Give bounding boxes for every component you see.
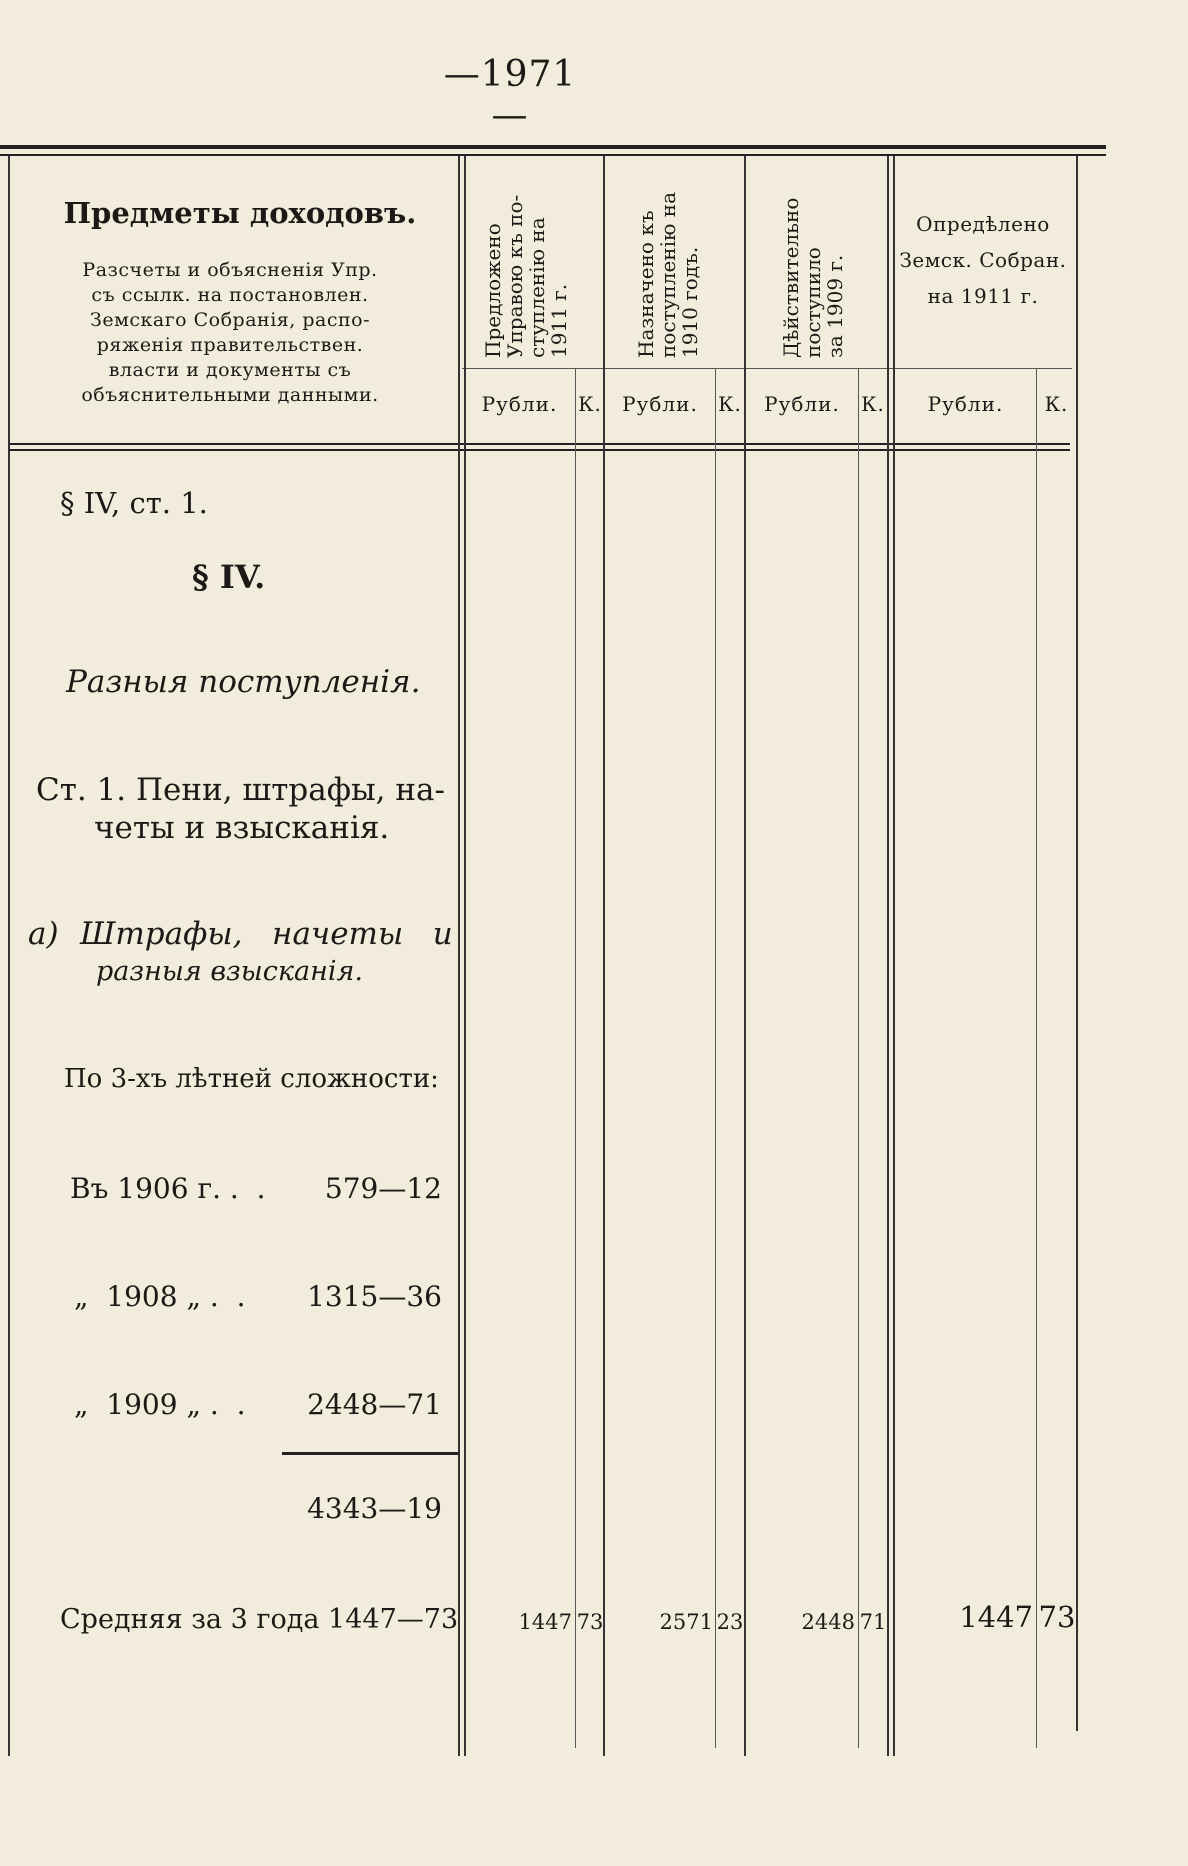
header-desc-line: Земскаго Собранія, распо- xyxy=(89,309,370,331)
header-desc-line: ряженія правительствен. xyxy=(96,334,364,356)
year-label: „ 1909 „ . . xyxy=(74,1388,246,1421)
year-label: Въ 1906 г. . . xyxy=(70,1172,266,1205)
col4-kop-value: 73 xyxy=(1038,1600,1076,1634)
average-label: Средняя за 3 года 1447—73 xyxy=(60,1604,459,1635)
col3-header: Дѣйствительно поступило за 1909 г. xyxy=(779,197,847,358)
item-a-prefix: а) xyxy=(28,916,59,952)
article-line-2: четы и взысканія. xyxy=(94,810,390,846)
header-desc-line: объяснительными данными. xyxy=(81,384,379,406)
article-line-1: Ст. 1. Пени, штрафы, на- xyxy=(36,772,445,808)
header-description xyxy=(70,258,390,408)
top-rule xyxy=(0,145,1106,149)
year-value: 1315—36 xyxy=(307,1280,442,1313)
col3-kop-label: К. xyxy=(861,392,885,416)
header-desc-line: власти и документы съ xyxy=(108,359,352,381)
col2-rubli-value: 2571 xyxy=(659,1610,713,1634)
kop-divider-1 xyxy=(575,368,576,1748)
col1-header: Предложено Управою къ по- ступленію на 1911 г. xyxy=(481,194,571,358)
sum-rule xyxy=(282,1452,458,1455)
col3-kop-value: 71 xyxy=(859,1610,887,1634)
kop-divider-2 xyxy=(715,368,716,1748)
year-value: 579—12 xyxy=(324,1172,442,1205)
col4-kop-label: К. xyxy=(1044,392,1069,416)
col2-header: Назначено къ поступленію на 1910 годъ. xyxy=(634,191,702,358)
header-title: Предметы доходовъ. xyxy=(63,196,417,230)
col2-kop-value: 23 xyxy=(716,1610,744,1634)
section-reference: § IV, ст. 1. xyxy=(60,486,208,520)
kop-divider-3 xyxy=(858,368,859,1748)
right-border xyxy=(1076,156,1078,1731)
kop-divider-4 xyxy=(1036,368,1037,1748)
top-rule-thin xyxy=(0,154,1106,156)
section-title: Разныя поступленія. xyxy=(66,664,421,700)
year-label: „ 1908 „ . . xyxy=(74,1280,246,1313)
col4-rubli-label: Рубли. xyxy=(927,392,1004,416)
three-year-label: По 3-хъ лѣтней сложности: xyxy=(64,1064,439,1094)
col3-rubli-label: Рубли. xyxy=(764,392,840,416)
year-value: 2448—71 xyxy=(307,1388,442,1421)
page-number: —1971— xyxy=(443,54,577,136)
col1-rubli-label: Рубли. xyxy=(481,392,558,416)
total-value: 4343—19 xyxy=(307,1492,442,1525)
subheader-rule xyxy=(462,368,1072,369)
col4-header-line: Земск. Собран. xyxy=(899,248,1067,272)
header-desc-line: съ ссылк. на постановлен. xyxy=(91,284,369,306)
col3-rubli-value: 2448 xyxy=(801,1610,855,1634)
col-divider-a xyxy=(458,156,460,1756)
col1-kop-value: 73 xyxy=(576,1610,604,1634)
col1-kop-label: К. xyxy=(578,392,602,416)
col4-header-line: на 1911 г. xyxy=(927,284,1039,308)
left-border xyxy=(8,156,10,1756)
item-a-line-1: Штрафы, начеты и xyxy=(80,916,453,952)
col4-rubli-value: 1447 xyxy=(959,1600,1033,1634)
item-a-line-2: разныя взысканія. xyxy=(96,956,363,987)
col4-header xyxy=(893,206,1073,314)
header-desc-line: Разсчеты и объясненія Упр. xyxy=(82,259,378,281)
header-rule xyxy=(10,443,1070,445)
col2-kop-label: К. xyxy=(718,392,742,416)
col-divider-d xyxy=(887,156,889,1756)
col2-rubli-label: Рубли. xyxy=(622,392,698,416)
header-rule-2 xyxy=(10,449,1070,451)
section-number: § IV. xyxy=(192,558,266,596)
col1-rubli-value: 1447 xyxy=(518,1610,572,1634)
col4-header-line: Опредѣлено xyxy=(916,212,1050,236)
